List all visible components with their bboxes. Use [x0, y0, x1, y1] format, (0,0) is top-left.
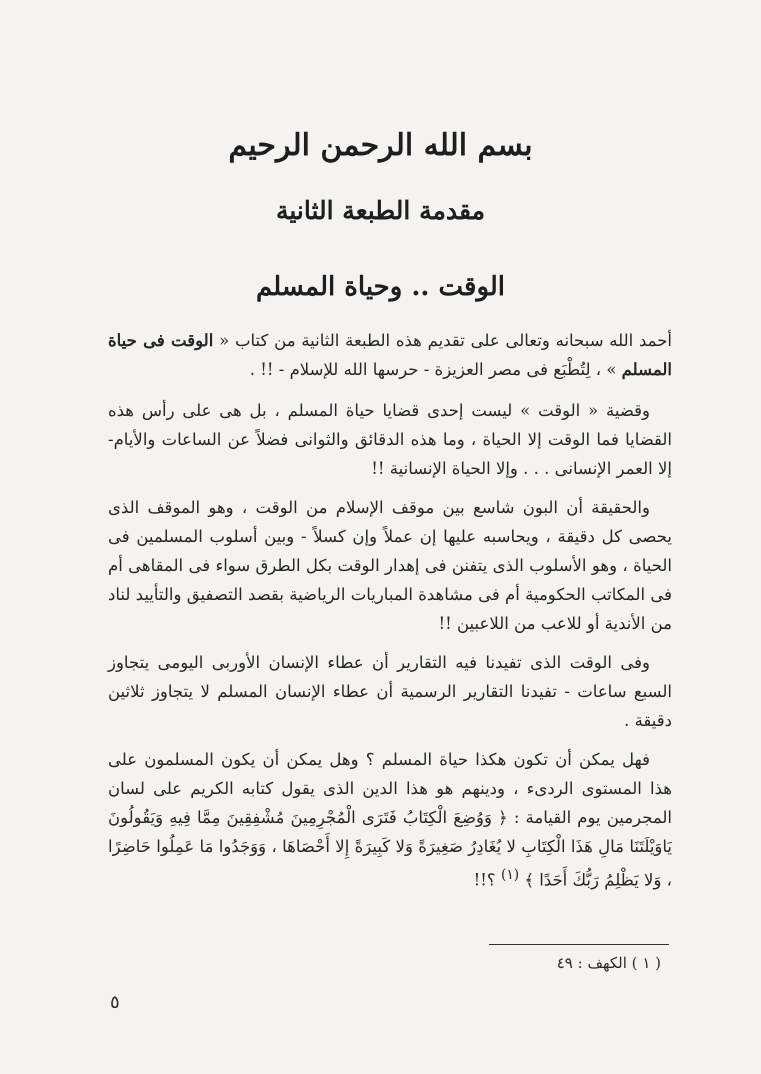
quran-quote: ﴿ وَوُضِعَ الْكِتَابُ فَتَرَى الْمُجْرِمِينَ مُشْفِقِينَ مِمَّا فِيهِ وَيَقُولُونَ يَاوَيْلَتَنَا مَالِ هَذَا الْكِتَابِ لا يُغَادِرُ صَغِيرَةً وَلا كَبِيرَةً إِلا أَحْصَاهَا ، وَوَجَدُوا مَا عَمِلُوا حَاضِرًا ، وَلا يَظْلِمُ رَبُّكَ أَحَدًا ﴾	[108, 808, 672, 890]
footnote-divider	[489, 944, 669, 945]
paragraph-5	[108, 745, 672, 895]
paragraph-1	[108, 326, 672, 384]
basmala-calligraphy: بسم الله الرحمن الرحيم	[228, 128, 533, 163]
footnote: ( ١ ) الكهف : ٤٩	[556, 954, 661, 972]
paragraph-5-text: فهل يمكن أن تكون هكذا حياة المسلم ؟ وهل يمكن أن يكون المسلمون على هذا المستوى الردىء ، ودينهم هو هذا الدين الذى يقول كتابه الكريم على لسان المجرمين يوم القيامة :	[108, 750, 673, 827]
book-title-bold: الوقت فى حياة المسلم	[108, 331, 672, 379]
paragraph-2-text: وقضية « الوقت » ليست إحدى قضايا حياة المسلم ، بل هى على رأس هذه القضايا فما الوقت إلا الحياة ، وما هذه الدقائق والثوانى فضلاً عن الساعات والأيام- إلا العمر الإنسانى . . . وإلا الحياة الإنسانية !!	[108, 401, 672, 478]
footnote-ref: (١)	[500, 867, 520, 883]
paragraph-1-text-a: أحمد الله سبحانه وتعالى على تقديم هذه الطبعة الثانية من كتاب «	[219, 331, 672, 350]
paragraph-5-end: ؟!!	[473, 870, 496, 890]
paragraph-2	[108, 396, 672, 483]
paragraph-3-text: والحقيقة أن البون شاسع بين موقف الإسلام من الوقت ، وهو الموقف الذى يحصى كل دقيقة ، ويحاسبه عليها إن عملاً وإن كسلاً - وبين أسلوب المسلمين فى الحياة ، وهو الأسلوب الذى يتفنن فى إهدار الوقت بكل الطرق سواء فى المقاهى أم فى المكاتب الحكومية أم فى مشاهدة المباريات الرياضية بقصد التصفيق والتأييد لناد من الأندية أو للاعب من اللاعبين !!	[108, 498, 672, 633]
page-number: ٥	[110, 992, 120, 1013]
body-text	[108, 326, 672, 905]
page-title: مقدمة الطبعة الثانية	[275, 196, 486, 225]
section-title: الوقت .. وحياة المسلم	[255, 272, 506, 302]
paragraph-3	[108, 493, 672, 638]
paragraph-4	[108, 648, 672, 735]
paragraph-4-text: وفى الوقت الذى تفيدنا فيه التقارير أن عطاء الإنسان الأوربى اليومى يتجاوز السبع ساعات - تفيدنا التقارير الرسمية أن عطاء الإنسان المسلم لا يتجاوز ثلاثين دقيقة .	[108, 653, 672, 730]
paragraph-1-text-b: » ، لِتُطْبَع فى مصر العزيزة - حرسها الله للإسلام - !! .	[249, 360, 617, 379]
